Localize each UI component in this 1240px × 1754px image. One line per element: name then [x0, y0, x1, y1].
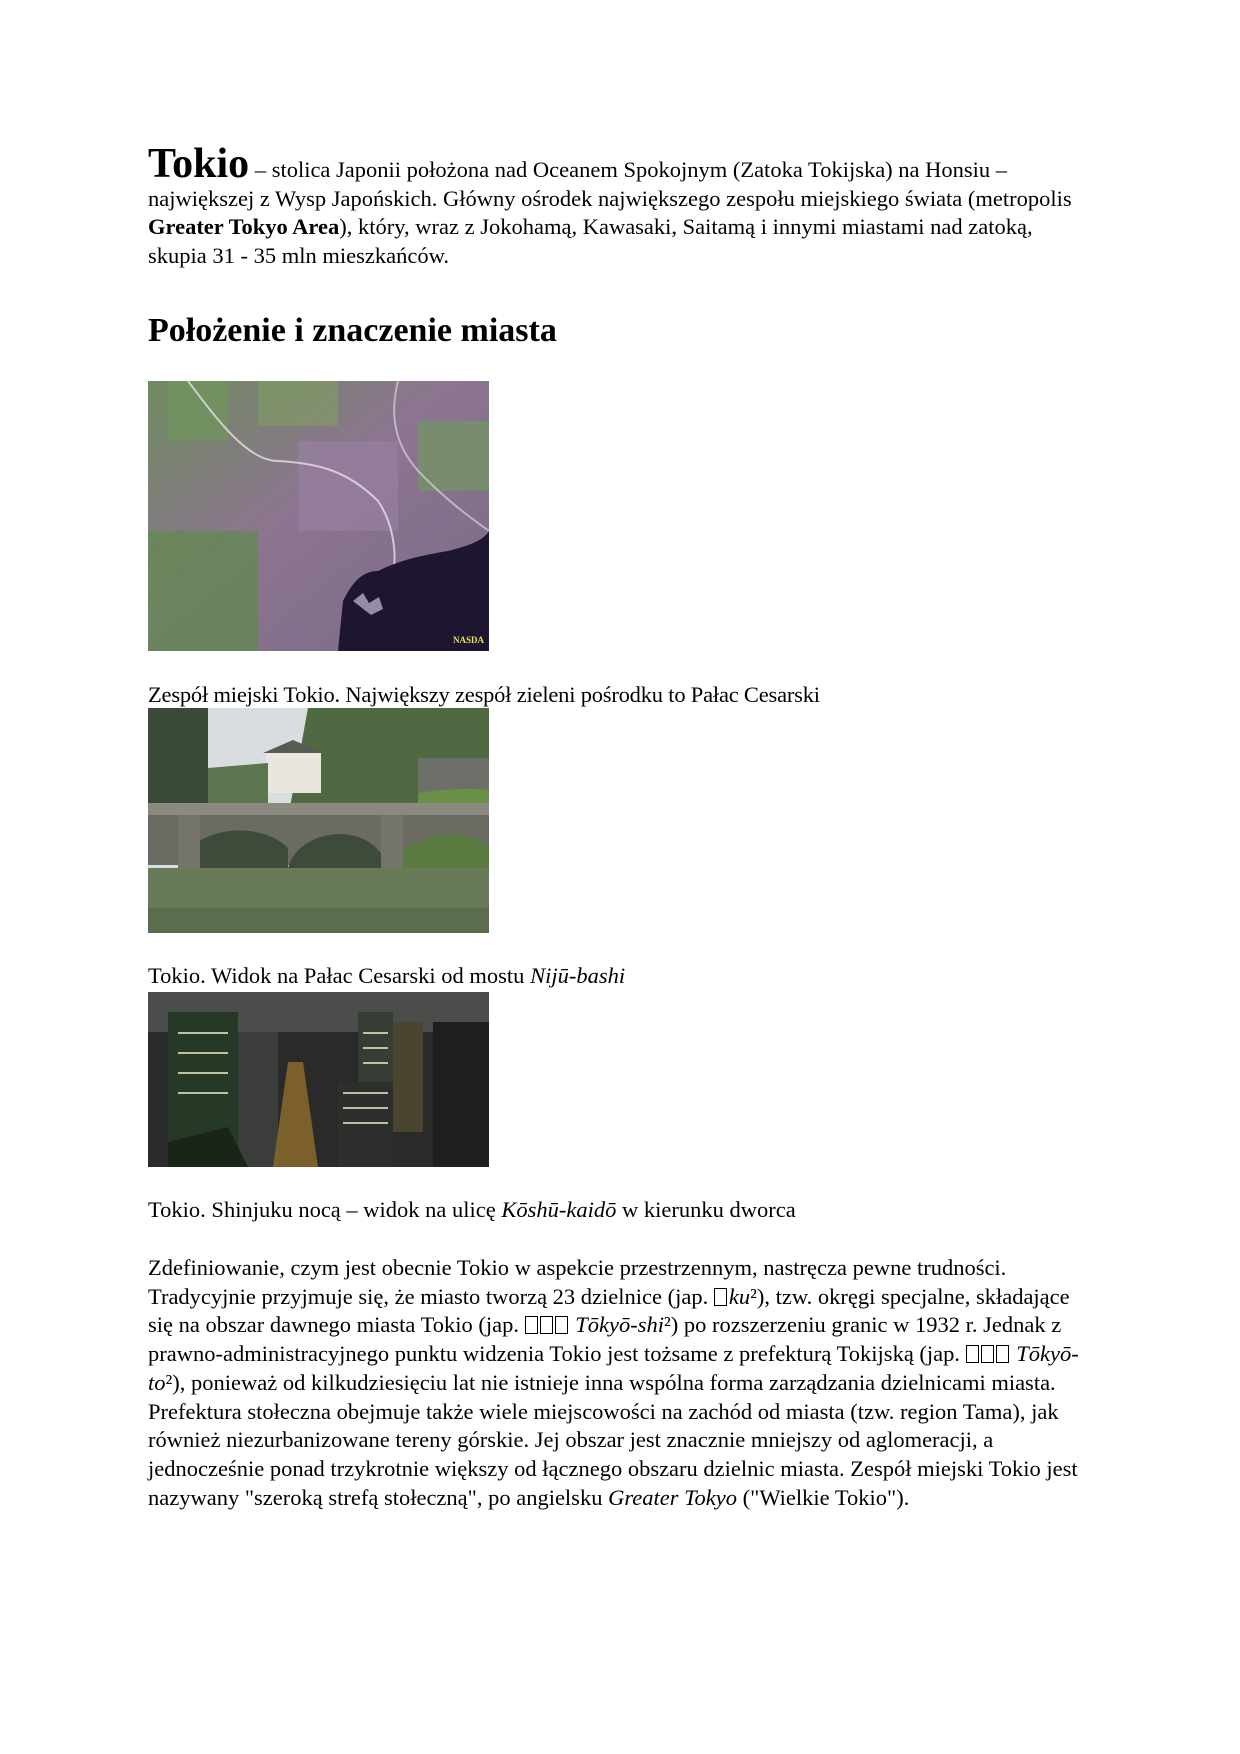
bridge-photo-icon — [148, 708, 489, 933]
missing-glyph-icon — [525, 1316, 538, 1334]
nasda-watermark: NASDA — [453, 635, 485, 645]
figure-caption-2 — [148, 962, 625, 990]
term-greater-tokyo: Greater Tokyo — [608, 1484, 738, 1510]
city-night-photo-icon — [148, 992, 489, 1167]
caption-text: Tokio. Shinjuku nocą – widok na ulicę — [148, 1197, 502, 1222]
figure-caption-1: Zespół miejski Tokio. Największy zespół zieleni pośrodku to Pałac Cesarski — [148, 682, 820, 707]
footnote-marker: ² — [664, 1312, 671, 1338]
article-title: Tokio — [148, 141, 250, 187]
caption-text: Tokio. Widok na Pałac Cesarski od mostu — [148, 963, 531, 988]
body-text: ), tzw. okręgi specjalne, składające się na obszar dawnego miasta Tokio (jap. — [148, 1283, 1070, 1338]
missing-glyph-icon — [996, 1345, 1009, 1363]
body-text: Zdefiniowanie, czym jest obecnie Tokio w aspekcie przestrzennym, nastręcza pewne trudności. Tradycyjnie przyjmuje się, że miasto tworzą 23 dzielnice (jap. — [148, 1255, 1007, 1309]
body-text: ), ponieważ od kilkudziesięciu lat nie istnieje inna wspólna forma zarządzania dzielnicami miasta. Prefektura stołeczna obejmuje także wiele miejscowości na zachód od miasta (tzw. region Tama), jak również niezurbanizowane tereny górskie. Jej obszar jest znacznie mniejszy od aglomeracji, a jednocześnie ponad trzykrotnie większy od łącznego obszaru dzielnic miasta. Zespół miejski Tokio jest nazywany "szeroką strefą stołeczną", po angielsku — [148, 1369, 1078, 1510]
lead-text-2: ), który, wraz z Jokohamą, Kawasaki, Saitamą i innymi miastami nad zatoką, skupia 31 - 35 mln mieszkańców. — [148, 214, 1033, 268]
missing-glyph-icon — [714, 1288, 727, 1306]
lead-text: – stolica Japonii położona nad Oceanem Spokojnym (Zatoka Tokijska) na Honsiu – największej z Wysp Japońskich. Główny ośrodek największego zespołu miejskiego świata (metropolis — [148, 157, 1072, 211]
missing-glyph-icon — [966, 1345, 979, 1363]
term-tokyo-shi: Tōkyō-shi — [575, 1312, 665, 1338]
caption-italic: Kōshū-kaidō — [501, 1197, 617, 1222]
shinjuku-night-image — [148, 992, 489, 1167]
caption-italic: Nijū-bashi — [530, 963, 626, 988]
section-heading: Położenie i znaczenie miasta — [148, 312, 557, 349]
imperial-palace-image — [148, 708, 489, 933]
caption-tail: w kierunku dworca — [616, 1197, 796, 1222]
missing-glyph-icon — [540, 1316, 553, 1334]
footnote-marker: ² — [750, 1283, 757, 1309]
body-text: ("Wielkie Tokio"). — [737, 1484, 910, 1510]
figure-caption-3 — [148, 1196, 796, 1224]
lead-paragraph — [148, 141, 1088, 270]
satellite-map-image — [148, 381, 489, 651]
satellite-map-icon — [148, 381, 489, 651]
bold-term: Greater Tokyo Area — [148, 214, 340, 240]
term-ku: ku — [728, 1283, 751, 1309]
missing-glyph-icon — [555, 1316, 568, 1334]
body-text: ) po rozszerzeniu granic w 1932 r. Jednak z prawno-administracyjnego punktu widzenia Tokio jest tożsame z prefekturą Tokijską (jap. — [148, 1312, 1062, 1367]
missing-glyph-icon — [981, 1345, 994, 1363]
body-paragraph — [148, 1254, 1098, 1512]
footnote-marker: ² — [165, 1369, 173, 1395]
term-tokyo-to: Tōkyō-to — [148, 1341, 1079, 1395]
